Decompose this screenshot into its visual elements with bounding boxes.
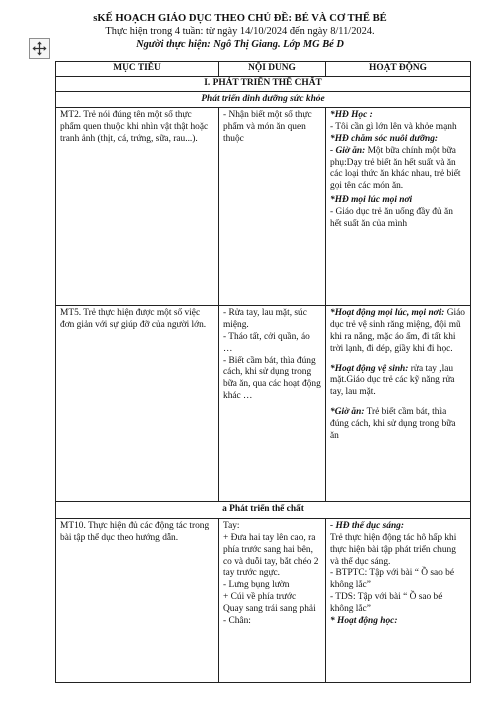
activity-text: - BTPTC: Tập với bài “ Ồ sao bé không lắc” <box>330 568 455 591</box>
content-cell <box>219 519 326 683</box>
table-row <box>56 108 471 306</box>
table-row <box>56 519 471 683</box>
goal-cell <box>56 108 219 306</box>
goal-cell <box>56 306 219 502</box>
goal-cell <box>56 519 219 683</box>
activity-heading: *HĐ Học : <box>330 110 373 121</box>
content-text: + Cúi về phía trước <box>223 591 297 602</box>
activity-heading: * Hoạt động học: <box>330 615 398 626</box>
activity-text: - Tôi cần gì lớn lên và khỏe mạnh <box>330 122 457 133</box>
content-text: + Đưa hai tay lên cao, ra phía trước sang hai bên, co và duỗi tay, bắt chéo 2 tay trước ngực. <box>223 532 319 579</box>
document-author-line: Người thực hiện: Ngô Thị Giang. Lớp MG Bé D <box>136 39 344 50</box>
activity-label: *Hoạt động vệ sinh: <box>330 363 409 374</box>
activity-text: Trẻ thực hiện động tác hô hấp khi thực hiện bài tập phát triển chung và thể dục sáng. <box>330 532 457 567</box>
activity-heading: *HĐ chăm sóc nuôi dưỡng: <box>330 133 439 144</box>
activity-cell <box>326 306 471 502</box>
content-text: - Lưng bụng lườn <box>223 580 290 591</box>
activity-label: *Giờ ăn: <box>330 406 365 417</box>
table-header-row <box>56 62 471 77</box>
content-text: Quay sang trái sang phải <box>223 603 316 614</box>
document-title: sKẾ HOẠCH GIÁO DỤC THEO CHỦ ĐỀ: BÉ VÀ CƠ THỂ BÉ <box>93 13 387 24</box>
column-header-content: NỘI DUNG <box>219 62 326 77</box>
content-cell <box>219 306 326 502</box>
content-text: Tay: <box>223 521 240 532</box>
content-cell <box>219 108 326 306</box>
subsection-title-physical: a Phát triển thể chất <box>56 502 471 519</box>
activity-cell <box>326 519 471 683</box>
plan-table <box>55 61 471 683</box>
content-text: - Rửa tay, lau mặt, súc miệng. <box>223 308 307 331</box>
goal-text: MT5. Trẻ thực hiện được một số việc đơn giản với sự giúp đỡ của người lớn. <box>60 308 207 331</box>
activity-text: - Giáo dục trẻ ăn uống đầy đủ ăn hết suất ăn của mình <box>330 206 453 229</box>
subsection-title-nutrition: Phát triển dinh dưỡng sức khỏe <box>56 91 471 108</box>
activity-text: Một bữa chính một bữa phụ:Dạy trẻ biết ăn hết suất và ăn các loại thức ăn khác nhau, trẻ biết gọi tên các món ăn. <box>330 145 461 192</box>
document-subtitle: Thực hiện trong 4 tuần: từ ngày 14/10/2024 đến ngày 8/11/2024. <box>105 26 375 37</box>
activity-text: Trẻ biết cầm bát, thìa đúng cách, khi sử dụng trong bữa ăn <box>330 406 456 441</box>
content-text: - Tháo tất, cởi quần, áo … <box>223 331 310 354</box>
activity-heading: *HĐ mọi lúc mọi nơi <box>330 194 413 205</box>
content-text: - Chân: <box>223 615 251 626</box>
content-text: - Nhận biết một số thực phẩm và món ăn quen thuộc <box>223 110 312 144</box>
activity-heading: - HĐ thể dục sáng: <box>330 521 404 532</box>
goal-text: MT2. Trẻ nói đúng tên một số thực phẩm quen thuộc khi nhìn vật thật hoặc tranh ảnh (thịt, cá, trứng, sữa, rau...). <box>60 110 209 144</box>
column-header-activity: HOẠT ĐỘNG <box>326 62 471 77</box>
activity-label: *Hoạt động mọi lúc, mọi nơi: <box>330 308 445 319</box>
activity-text: - TDS: Tập với bài “ Ồ sao bé không lắc” <box>330 591 443 614</box>
table-move-handle-icon[interactable] <box>29 38 50 59</box>
content-text: - Biết cầm bát, thìa đúng cách, khi sử dụng trong bữa ăn, qua các hoạt động khác … <box>223 355 321 401</box>
goal-text: MT10. Thực hiện đủ các động tác trong bài tập thể dục theo hướng dẫn. <box>60 521 210 543</box>
activity-cell <box>326 108 471 306</box>
section-title: I. PHÁT TRIỂN THỂ CHẤT <box>56 76 471 91</box>
column-header-goal: MỤC TIÊU <box>56 62 219 77</box>
table-row <box>56 306 471 502</box>
activity-label: - Giờ ăn: <box>330 145 366 156</box>
activity-text: Giáo dục trẻ vệ sinh răng miệng, đội mũ khi ra nắng, mặc áo ấm, đi tất khi trời lạnh, đi dép, giầy khi đi học. <box>330 308 465 354</box>
move-arrows-icon <box>32 41 47 56</box>
activity-text: rửa tay ,lau mặt.Giáo dục trẻ các kỹ năng rửa tay, lau mặt. <box>330 363 455 398</box>
